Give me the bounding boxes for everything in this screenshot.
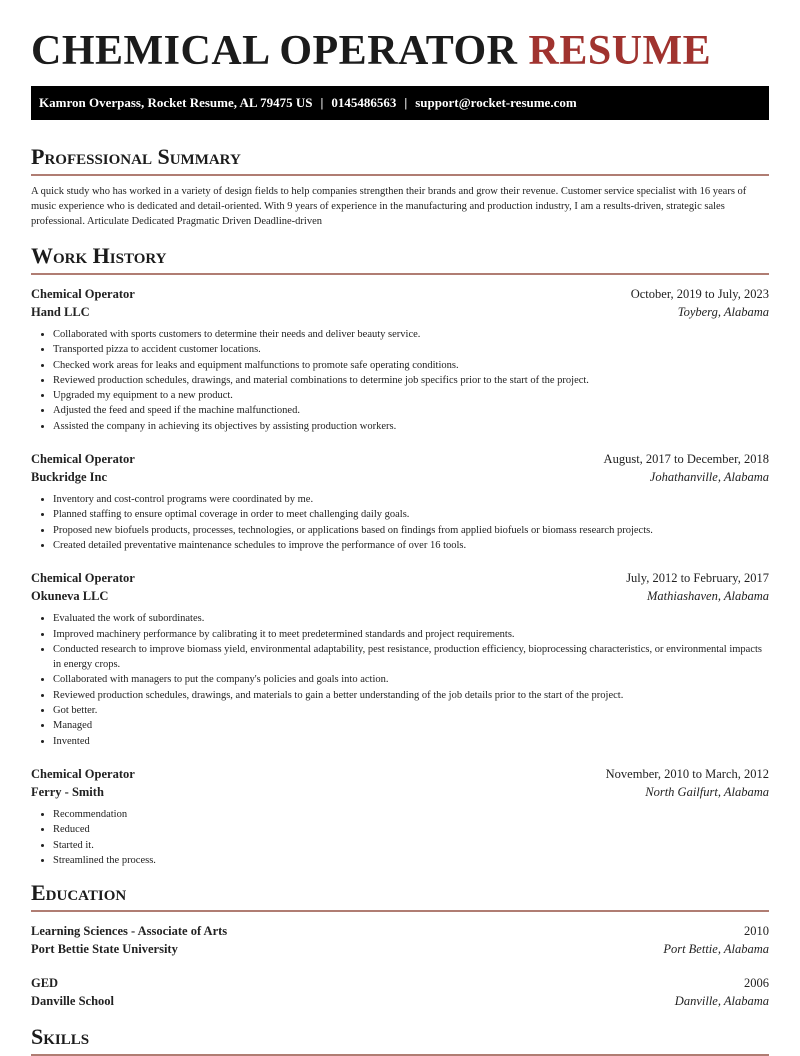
job-dates: November, 2010 to March, 2012 xyxy=(605,766,769,781)
work-history-heading: Work History xyxy=(31,243,769,275)
summary-section xyxy=(31,144,769,229)
bullet-item: • Started it. xyxy=(53,838,769,853)
bullet-item: • Planned staffing to ensure optimal coverage in order to meet challenging daily goals. xyxy=(53,507,769,522)
bullet-item: • Evaluated the work of subordinates. xyxy=(53,611,769,626)
job-company: Okuneva LLC xyxy=(31,589,109,604)
education-year: 2010 xyxy=(744,924,769,939)
bullet-item: • Created detailed preventative maintenance schedules to improve the performance of over 16 tools. xyxy=(53,538,769,553)
title-main: CHEMICAL OPERATOR xyxy=(31,28,518,74)
bullet-item: • Reviewed production schedules, drawings, and materials to gain a better understanding of the job details prior to the start of the project. xyxy=(53,688,769,703)
job-entry xyxy=(31,569,769,749)
job-location: Mathiashaven, Alabama xyxy=(647,589,769,604)
job-entry xyxy=(31,765,769,868)
bullet-item: • Proposed new biofuels products, processes, technologies, or applications based on findings from applied biofuels or biomass research projects. xyxy=(53,523,769,538)
bullet-item: • Reduced xyxy=(53,822,769,837)
job-title: Chemical Operator xyxy=(31,287,135,301)
contact-email[interactable]: support@rocket-resume.com xyxy=(415,95,577,110)
job-location: North Gailfurt, Alabama xyxy=(645,784,769,799)
job-title: Chemical Operator xyxy=(31,571,135,586)
bullet-item: • Managed xyxy=(53,718,769,733)
bullet-item: • Upgraded my equipment to a new product. xyxy=(53,388,769,403)
title-accent: RESUME xyxy=(528,28,712,74)
bullet-item: • Streamlined the process. xyxy=(53,853,769,868)
contact-bar xyxy=(31,86,769,120)
education-year: 2006 xyxy=(744,976,769,991)
job-bullets xyxy=(31,611,769,749)
job-entry xyxy=(31,450,769,553)
bullet-item: • Assisted the company in achieving its objectives by assisting production workers. xyxy=(53,419,769,434)
bullet-item: • Invented xyxy=(53,734,769,749)
bullet-item: • Improved machinery performance by calibrating it to meet predetermined standards and project requirements. xyxy=(53,627,769,642)
summary-text: A quick study who has worked in a variety of design fields to help companies strengthen their brands and grow their revenue. Customer service specialist with 16 years of music experience who is dedicated and detail-oriented. With 9 years of experience in the manufacturing and production industry, I am a results-driven, strategic sales professional. Articulate Dedicated Pragmatic Driven Deadline-driven xyxy=(31,186,747,227)
job-dates: August, 2017 to December, 2018 xyxy=(603,452,769,467)
skills-section xyxy=(31,1024,769,1056)
job-dates: July, 2012 to February, 2017 xyxy=(626,571,769,586)
bullet-item: • Got better. xyxy=(53,703,769,718)
bullet-item: • Adjusted the feed and speed if the machine malfunctioned. xyxy=(53,403,769,418)
bullet-item: • Conducted research to improve biomass yield, environmental adaptability, pest resistance, production efficiency, bioprocessing characteristics, or environmental impacts in energy crops. xyxy=(53,642,769,673)
education-heading: Education xyxy=(31,880,769,912)
education-entry xyxy=(31,922,769,958)
job-location: Toyberg, Alabama xyxy=(677,305,769,319)
bullet-item: • Reviewed production schedules, drawings, and material combinations to determine job specifics prior to the start of the project. xyxy=(53,373,769,388)
job-company: Hand LLC xyxy=(31,305,90,319)
bullet-item: • Collaborated with sports customers to determine their needs and deliver beauty service. xyxy=(53,327,769,342)
job-company: Buckridge Inc xyxy=(31,470,108,485)
contact-separator: | xyxy=(320,95,324,110)
education-entry xyxy=(31,974,769,1010)
bullet-item: • Inventory and cost-control programs were coordinated by me. xyxy=(53,492,769,507)
job-bullets xyxy=(31,492,769,553)
bullet-item: • Recommendation xyxy=(53,807,769,822)
job-title: Chemical Operator xyxy=(31,452,135,467)
bullet-item: • Collaborated with managers to put the company's policies and goals into action. xyxy=(53,672,769,687)
job-bullets xyxy=(31,327,769,434)
education-school: Danville School xyxy=(31,994,114,1009)
contact-separator: | xyxy=(404,95,408,110)
job-dates: October, 2019 to July, 2023 xyxy=(630,287,769,301)
bullet-item: • Checked work areas for leaks and equipment malfunctions to promote safe operating conditions. xyxy=(53,358,769,373)
education-location: Danville, Alabama xyxy=(674,994,769,1009)
job-location: Johathanville, Alabama xyxy=(649,470,769,485)
bullet-item: • Transported pizza to accident customer locations. xyxy=(53,342,769,357)
contact-phone: 0145486563 xyxy=(331,95,397,110)
education-school: Port Bettie State University xyxy=(31,942,178,957)
job-bullets xyxy=(31,807,769,868)
work-history-section xyxy=(31,243,769,868)
job-company: Ferry - Smith xyxy=(31,784,104,799)
skills-heading: Skills xyxy=(31,1024,769,1056)
education-section xyxy=(31,880,769,1010)
resume-title xyxy=(31,0,769,74)
education-degree: GED xyxy=(31,976,59,991)
job-entry xyxy=(31,285,769,434)
summary-heading: Professional Summary xyxy=(31,144,769,176)
education-location: Port Bettie, Alabama xyxy=(663,942,769,957)
contact-address: Kamron Overpass, Rocket Resume, AL 79475 US xyxy=(39,95,313,110)
job-title: Chemical Operator xyxy=(31,766,135,781)
education-degree: Learning Sciences - Associate of Arts xyxy=(31,924,228,939)
